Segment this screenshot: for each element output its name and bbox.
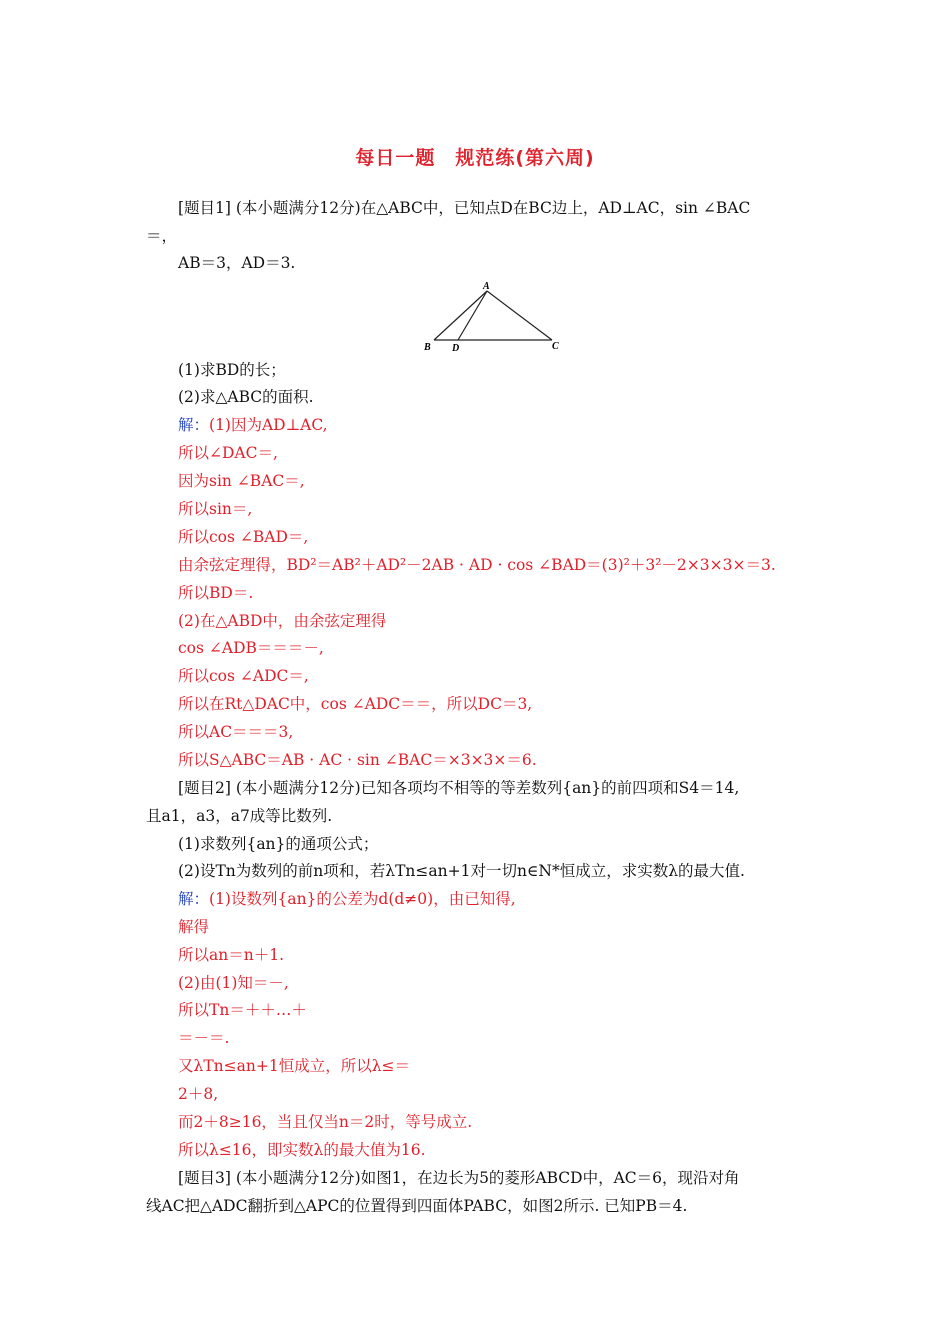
problem2-solution-line1 <box>178 888 516 910</box>
problem2-solution-line10: 所以λ≤16，即实数λ的最大值为16. <box>178 1141 426 1159</box>
problem2-stem-line1: [题目2] (本小题满分12分)已知各项均不相等的等差数列{an}的前四项和S4＝14, <box>178 779 740 797</box>
problem2-solution-line8: 2＋8, <box>178 1085 219 1103</box>
problem3-stem-line1: [题目3] (本小题满分12分)如图1，在边长为5的菱形ABCD中，AC＝6，现沿对角 <box>178 1169 740 1187</box>
problem1-solution-line11: 所以在Rt△DAC中，cos ∠ADC＝＝，所以DC＝3, <box>178 695 533 713</box>
page-title: 每日一题 规范练(第六周) <box>355 147 595 169</box>
solution-label: 解： <box>178 416 210 434</box>
problem3-stem-line2: 线AC把△ADC翻折到△APC的位置得到四面体PABC，如图2所示. 已知PB＝4. <box>146 1197 688 1215</box>
problem1-question1: (1)求BD的长； <box>178 361 286 379</box>
problem1-solution-line12: 所以AC＝＝＝3, <box>178 723 294 741</box>
problem2-stem-line2: 且a1，a3，a7成等比数列. <box>146 807 333 825</box>
solution-text: (1)因为AD⊥AC, <box>209 416 328 434</box>
problem2-solution-line9: 而2＋8≥16，当且仅当n＝2时，等号成立. <box>178 1113 473 1131</box>
problem1-solution-line2: 所以∠DAC＝, <box>178 444 278 462</box>
vertex-label-d: D <box>452 343 460 354</box>
problem1-stem-line2: ＝， <box>146 227 178 245</box>
problem1-stem-line3: AB＝3，AD＝3. <box>178 254 296 272</box>
problem2-solution-line5: 所以Tn＝＋＋…＋ <box>178 1001 307 1019</box>
problem2-solution-line2: 解得 <box>178 918 210 936</box>
problem2-question1: (1)求数列{an}的通项公式； <box>178 835 379 853</box>
problem2-solution-line4: (2)由(1)知＝－, <box>178 974 289 992</box>
problem1-solution-line4: 所以sin＝, <box>178 500 253 518</box>
problem1-solution-line9: cos ∠ADB＝＝＝－, <box>178 639 324 657</box>
problem1-question2: (2)求△ABC的面积. <box>178 388 314 406</box>
segment-ab <box>434 291 487 340</box>
triangle-figure <box>420 278 570 356</box>
problem1-solution-line1 <box>178 414 328 436</box>
problem1-solution-line7: 所以BD＝. <box>178 584 254 602</box>
solution-label: 解： <box>178 890 210 908</box>
segment-ac <box>487 291 552 340</box>
problem2-solution-line3: 所以an＝n＋1. <box>178 946 284 964</box>
vertex-label-b: B <box>424 342 431 353</box>
vertex-label-c: C <box>552 341 559 352</box>
solution-text: (1)设数列{an}的公差为d(d≠0)，由已知得, <box>209 890 516 908</box>
problem2-question2: (2)设Tn为数列的前n项和，若λTn≤an+1对一切n∈N*恒成立，求实数λ的最大值. <box>178 862 745 880</box>
problem1-solution-line8: (2)在△ABD中，由余弦定理得 <box>178 612 387 630</box>
vertex-label-a: A <box>483 281 490 292</box>
problem2-solution-line7: 又λTn≤an+1恒成立，所以λ≤＝ <box>178 1057 411 1075</box>
problem1-solution-line5: 所以cos ∠BAD＝, <box>178 528 309 546</box>
problem1-stem-line1: [题目1] (本小题满分12分)在△ABC中，已知点D在BC边上，AD⊥AC，sin ∠BAC <box>178 199 751 217</box>
problem1-solution-line10: 所以cos ∠ADC＝, <box>178 667 309 685</box>
segment-ad <box>458 291 487 340</box>
problem2-solution-line6: ＝－＝. <box>178 1029 230 1047</box>
problem1-solution-line6: 由余弦定理得，BD²＝AB²＋AD²－2AB · AD · cos ∠BAD＝(3)²＋3²－2×3×3×＝3. <box>178 556 776 574</box>
problem1-solution-line3: 因为sin ∠BAC＝, <box>178 472 305 490</box>
problem1-solution-line13: 所以S△ABC＝AB · AC · sin ∠BAC＝×3×3×＝6. <box>178 751 537 769</box>
